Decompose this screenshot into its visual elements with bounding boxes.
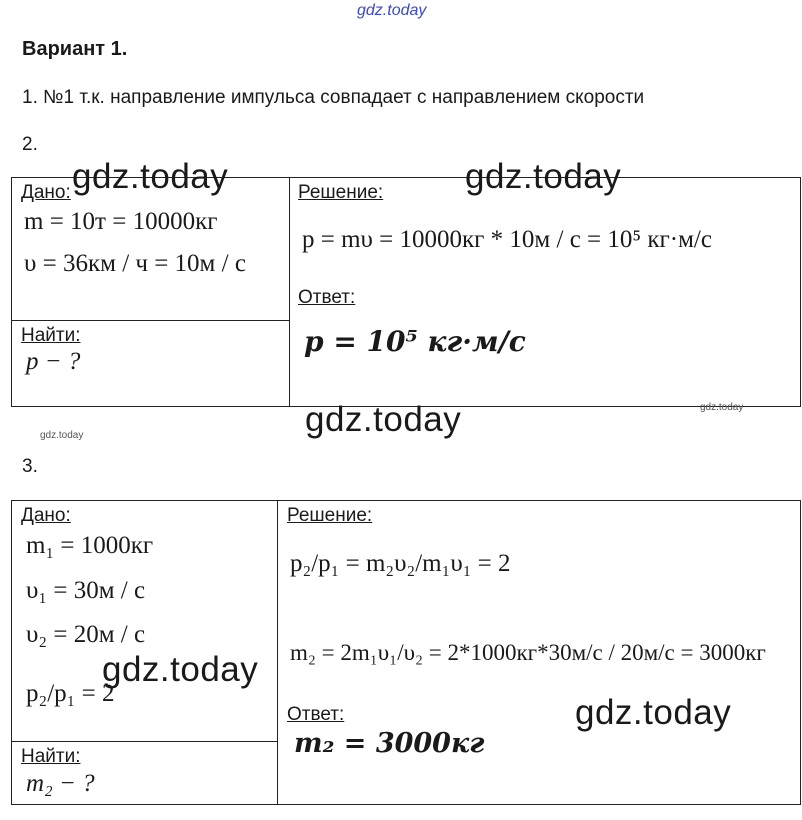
watermark-3: gdz.today [305,400,462,439]
q3-answer-label: Ответ: [287,704,345,725]
q3-given-ratio: p₂/p₁ = 2 [26,680,115,707]
q3-given-mass: m₁ = 1000кг [26,532,154,559]
q3-solution-line2: m₂ = 2m₁υ₁/υ₂ = 2*1000кг*30м/с / 20м/с = 3000кг [290,640,766,665]
q2-divider-horizontal [11,320,289,321]
q2-answer: p = 10⁵ кг·м/с [304,325,526,358]
watermark-small-2: gdz.today [40,430,84,441]
q3-find-label: Найти: [21,746,81,767]
watermark-1: gdz.today [72,157,229,196]
q3-solution-line1: p₂/p₁ = m₂υ₂/m₁υ₁ = 2 [290,550,511,577]
q2-find-label: Найти: [21,325,81,346]
q2-given-mass: m = 10т = 10000кг [24,208,218,235]
q2-given-speed: υ = 36км / ч = 10м / с [24,250,246,277]
q3-solution-label: Решение: [287,505,373,526]
q2-number: 2. [22,134,38,155]
q2-divider-vertical [289,177,290,407]
watermark-4: gdz.today [102,650,259,689]
q2-given-label: Дано: [21,182,71,203]
watermark-small-1: gdz.today [700,402,744,413]
q3-find-value: m₂ − ? [26,770,95,797]
q2-solution-label: Решение: [298,182,384,203]
variant-title: Вариант 1. [22,38,128,60]
q2-find-value: p − ? [26,348,81,375]
q2-solution: p = mυ = 10000кг * 10м / с = 10⁵ кг·м/с [302,226,712,253]
watermark-5: gdz.today [575,693,732,732]
q3-divider-horizontal [11,741,277,742]
q3-number: 3. [22,456,38,477]
watermark-2: gdz.today [465,157,622,196]
q3-given-speed1: υ₁ = 30м / с [26,577,146,604]
q2-answer-label: Ответ: [298,287,356,308]
q3-answer: m₂ = 3000кг [294,728,485,759]
q1-text: 1. №1 т.к. направление импульса совпадает с направлением скорости [22,87,645,108]
watermark-top: gdz.today [357,2,427,19]
q3-given-label: Дано: [21,505,71,526]
q3-divider-vertical [277,500,278,805]
q3-given-speed2: υ₂ = 20м / с [26,621,146,648]
